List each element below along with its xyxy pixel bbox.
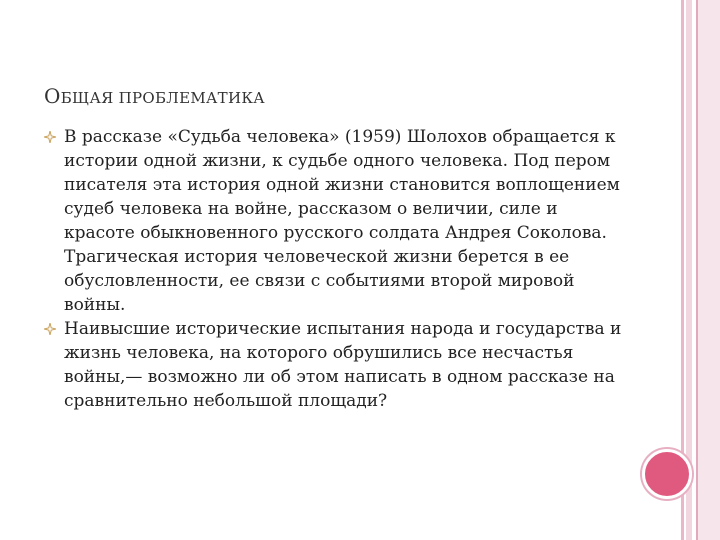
- list-item: [44, 317, 624, 413]
- decorative-stripe: [696, 0, 720, 540]
- bullet-text: В рассказе «Судьба человека» (1959) Шолохов обращается к истории одной жизни, к судьбе одного человека. Под пером писателя эта история одной жизни становится воплощением судеб человека на войне, рассказом о величии, силе и красоте обыкновенного русского солдата Андрея Соколова. Трагическая история человеческой жизни берется в ее обусловленности, ее связи с событиями второй мировой войны.: [64, 127, 620, 315]
- list-item: [44, 125, 624, 317]
- slide-title-initial: О: [44, 84, 61, 108]
- decorative-stripe: [696, 0, 698, 540]
- slide-title: [44, 84, 265, 108]
- decorative-circle: [642, 449, 692, 499]
- bullet-list: [44, 125, 624, 413]
- bullet-icon: [44, 131, 56, 143]
- bullet-text: Наивысшие исторические испытания народа и государства и жизнь человека, на которого обрушились все несчастья войны,— возможно ли об этом написать в одном рассказе на сравнительно небольшой площади?: [64, 319, 622, 411]
- slide-title-rest: БЩАЯ ПРОБЛЕМАТИКА: [60, 89, 265, 107]
- bullet-icon: [44, 323, 56, 335]
